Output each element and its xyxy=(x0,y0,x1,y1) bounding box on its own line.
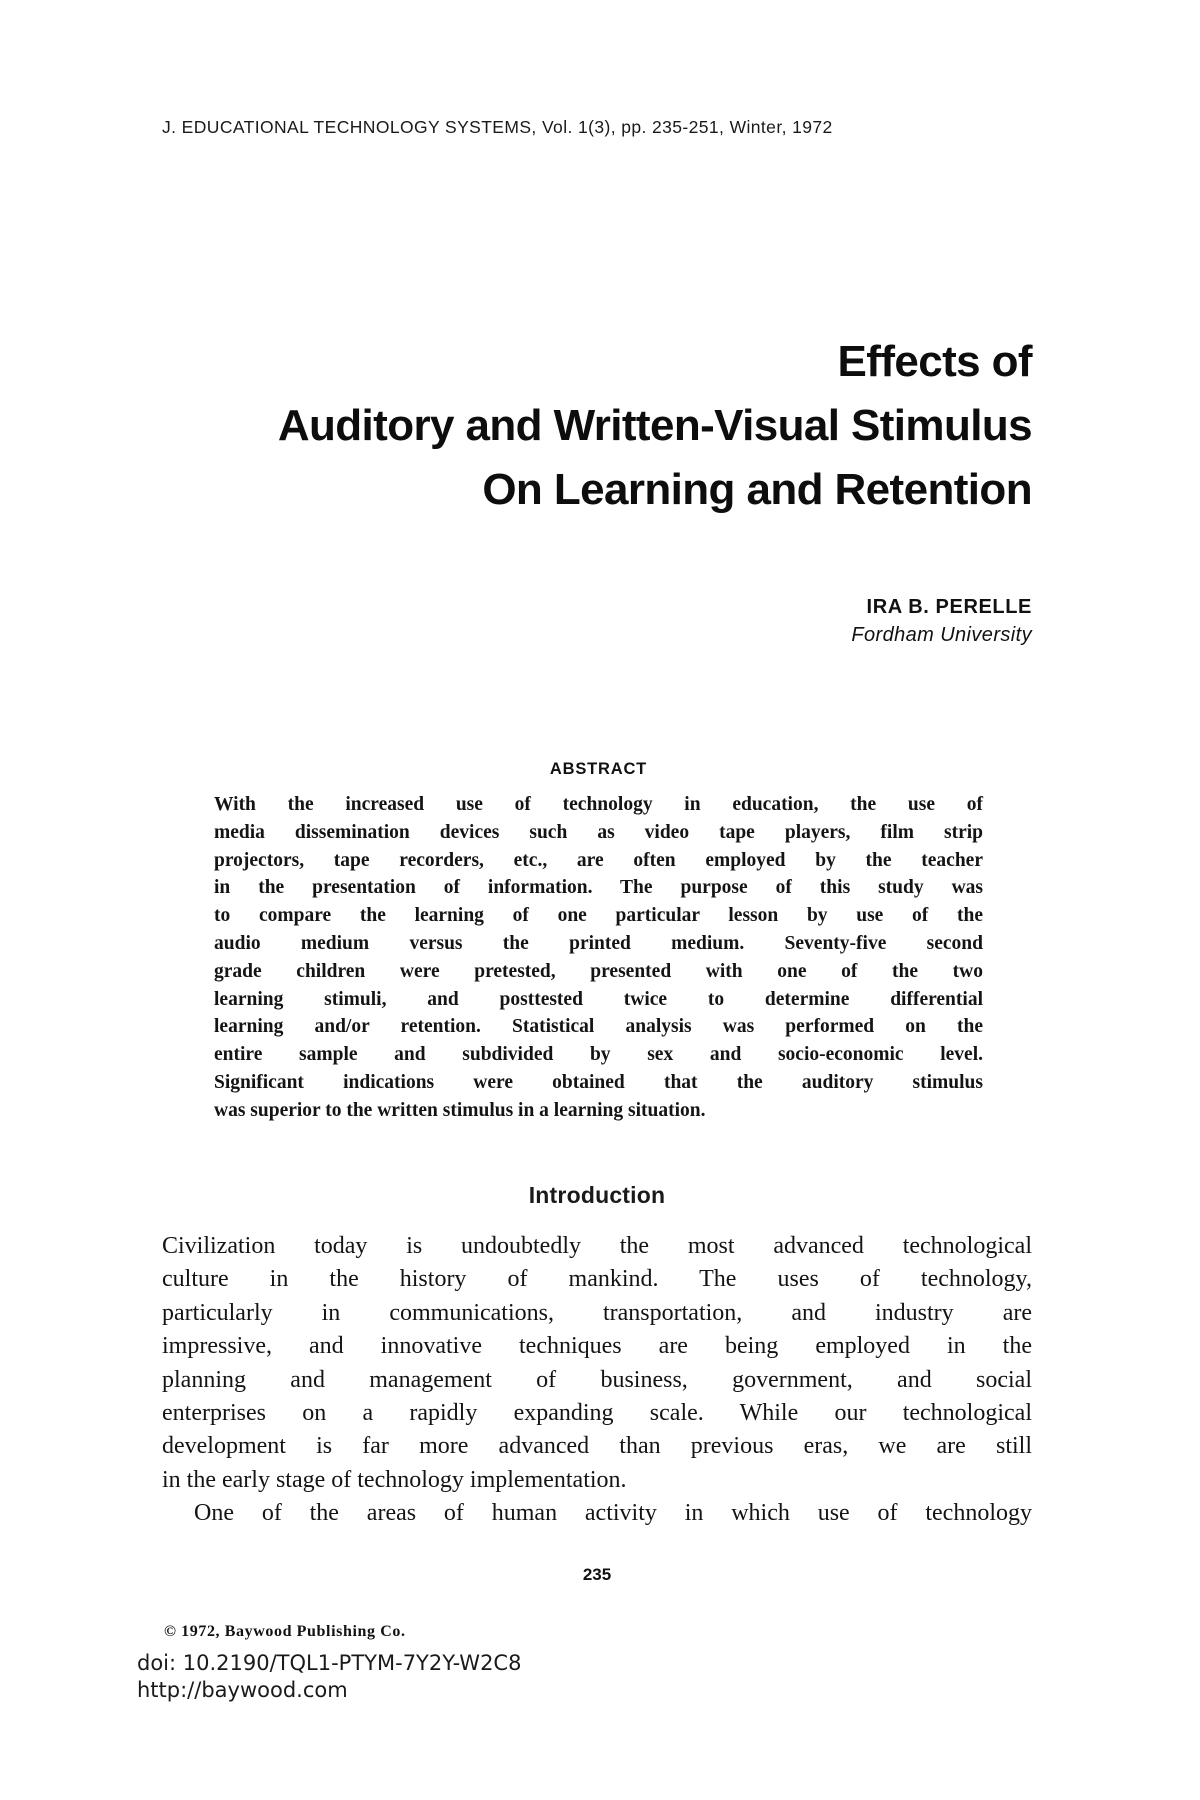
body-line: development is far more advanced than previous eras, we are still xyxy=(162,1433,1032,1460)
abstract-line: learning stimuli, and posttested twice to determine differential xyxy=(214,988,983,1010)
author-name: IRA B. PERELLE xyxy=(866,596,1032,618)
abstract-line: audio medium versus the printed medium. Seventy-five second xyxy=(214,932,983,954)
body-line: One of the areas of human activity in which use of technology xyxy=(194,1500,1032,1527)
abstract-line: entire sample and subdivided by sex and socio-economic level. xyxy=(214,1044,983,1066)
page-number: 235 xyxy=(582,1565,612,1584)
doi-text: doi: 10.2190/TQL1-PTYM-7Y2Y-W2C8 xyxy=(137,1651,522,1675)
body-line: culture in the history of mankind. The uses of technology, xyxy=(162,1266,1032,1293)
body-line: enterprises on a rapidly expanding scale. While our technological xyxy=(162,1400,1032,1427)
body-line: in the early stage of technology implementation. xyxy=(162,1466,627,1493)
abstract-line: in the presentation of information. The purpose of this study was xyxy=(214,877,983,899)
copyright-notice: © 1972, Baywood Publishing Co. xyxy=(164,1623,406,1640)
abstract-line: Significant indications were obtained that the auditory stimulus xyxy=(214,1071,983,1093)
abstract-heading: ABSTRACT xyxy=(549,760,648,778)
author-block xyxy=(851,593,1032,649)
body-line: particularly in communications, transportation, and industry are xyxy=(162,1299,1032,1326)
abstract-line: was superior to the written stimulus in a learning situation. xyxy=(214,1099,706,1121)
abstract-line: to compare the learning of one particular lesson by use of the xyxy=(214,905,983,927)
abstract-line: projectors, tape recorders, etc., are often employed by the teacher xyxy=(214,849,983,871)
publisher-url-link[interactable]: http://baywood.com xyxy=(137,1678,348,1702)
title-line: On Learning and Retention xyxy=(482,465,1032,514)
body-line: Civilization today is undoubtedly the most advanced technological xyxy=(162,1233,1032,1259)
body-line: planning and management of business, government, and social xyxy=(162,1366,1032,1393)
title-line: Effects of xyxy=(837,337,1032,386)
article-title xyxy=(278,330,1032,522)
body-line: impressive, and innovative techniques are being employed in the xyxy=(162,1333,1032,1360)
introduction-heading: Introduction xyxy=(528,1182,666,1208)
journal-citation-header: J. EDUCATIONAL TECHNOLOGY SYSTEMS, Vol. 1(3), pp. 235-251, Winter, 1972 xyxy=(162,117,833,137)
title-line: Auditory and Written-Visual Stimulus xyxy=(277,401,1032,450)
abstract-line: With the increased use of technology in education, the use of xyxy=(214,794,983,815)
abstract-line: learning and/or retention. Statistical analysis was performed on the xyxy=(214,1016,983,1038)
abstract-body xyxy=(214,791,983,1125)
abstract-line: media dissemination devices such as video tape players, film strip xyxy=(214,821,983,843)
doi-block xyxy=(137,1650,521,1704)
abstract-line: grade children were pretested, presented with one of the two xyxy=(214,960,983,982)
introduction-body xyxy=(162,1230,1032,1531)
author-affiliation: Fordham University xyxy=(851,624,1032,646)
